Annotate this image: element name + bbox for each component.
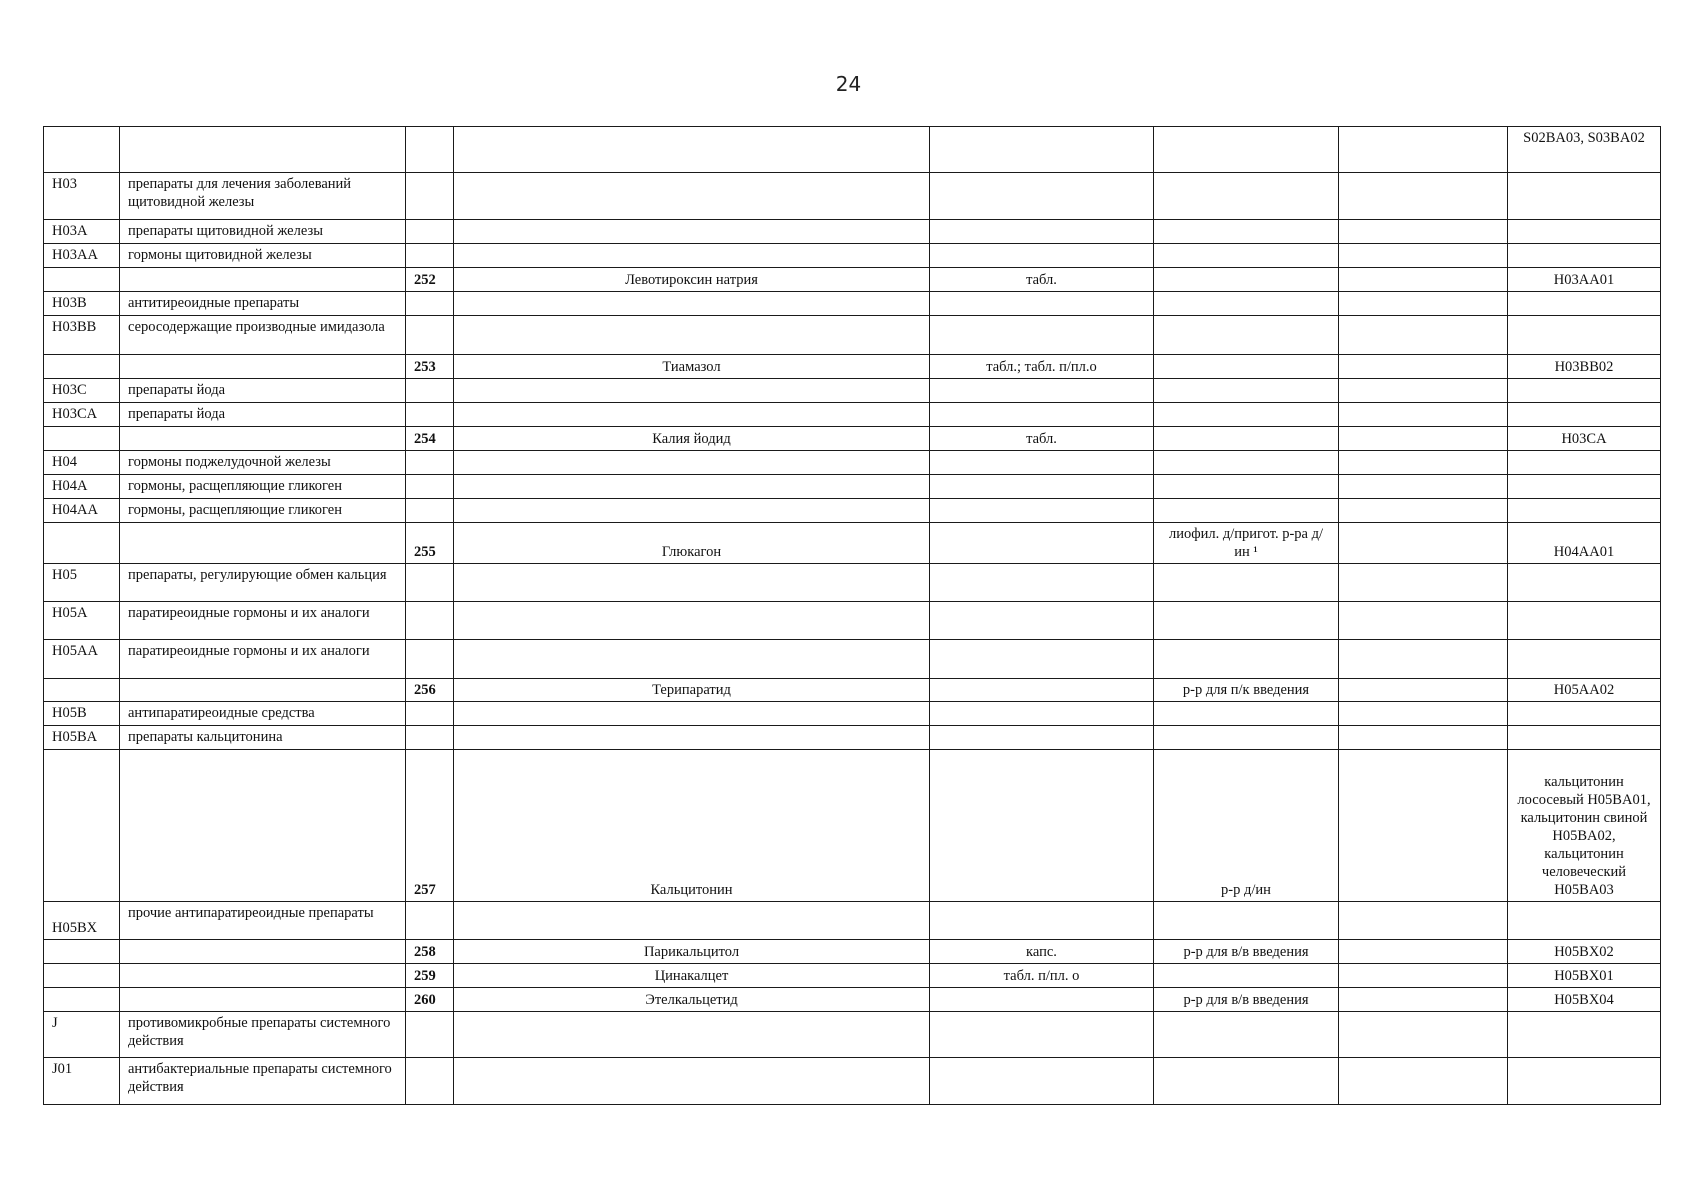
cell-form1 bbox=[930, 750, 1154, 902]
table-row bbox=[44, 940, 1661, 964]
cell-group: препараты йода bbox=[120, 403, 406, 427]
table-row bbox=[44, 679, 1661, 702]
cell-num bbox=[406, 127, 454, 173]
cell-code: H05BX bbox=[44, 902, 120, 940]
cell-num bbox=[406, 403, 454, 427]
cell-group: паратиреоидные гормоны и их аналоги bbox=[120, 640, 406, 679]
cell-group: гормоны, расщепляющие гликоген bbox=[120, 475, 406, 499]
cell-code bbox=[44, 964, 120, 988]
cell-group: антитиреоидные препараты bbox=[120, 292, 406, 316]
cell-group bbox=[120, 940, 406, 964]
cell-form1: табл.; табл. п/пл.о bbox=[930, 355, 1154, 379]
cell-name: Тиамазол bbox=[454, 355, 930, 379]
cell-group: противомикробные препараты системного действия bbox=[120, 1012, 406, 1058]
cell-atc bbox=[1508, 379, 1661, 403]
cell-name: Глюкагон bbox=[454, 523, 930, 564]
cell-num: 259 bbox=[406, 964, 454, 988]
cell-form1 bbox=[930, 220, 1154, 244]
cell-form2 bbox=[1154, 451, 1339, 475]
cell-num bbox=[406, 499, 454, 523]
cell-name bbox=[454, 292, 930, 316]
cell-form1 bbox=[930, 499, 1154, 523]
cell-form1: табл. bbox=[930, 427, 1154, 451]
cell-extra bbox=[1339, 1012, 1508, 1058]
cell-atc: H05BX01 bbox=[1508, 964, 1661, 988]
cell-form1 bbox=[930, 475, 1154, 499]
cell-name bbox=[454, 702, 930, 726]
cell-form2 bbox=[1154, 244, 1339, 268]
table-row bbox=[44, 523, 1661, 564]
cell-num bbox=[406, 640, 454, 679]
cell-code: H03A bbox=[44, 220, 120, 244]
cell-num bbox=[406, 316, 454, 355]
cell-atc: H05BX02 bbox=[1508, 940, 1661, 964]
cell-atc bbox=[1508, 451, 1661, 475]
cell-atc bbox=[1508, 1012, 1661, 1058]
cell-form1 bbox=[930, 679, 1154, 702]
cell-extra bbox=[1339, 726, 1508, 750]
cell-code: H05 bbox=[44, 564, 120, 602]
cell-code: H05AA bbox=[44, 640, 120, 679]
cell-atc: S02BA03, S03BA02 bbox=[1508, 127, 1661, 173]
cell-num bbox=[406, 244, 454, 268]
table-row bbox=[44, 988, 1661, 1012]
cell-group: препараты кальцитонина bbox=[120, 726, 406, 750]
cell-atc bbox=[1508, 292, 1661, 316]
cell-form2 bbox=[1154, 702, 1339, 726]
cell-code: H04A bbox=[44, 475, 120, 499]
cell-group: антипаратиреоидные средства bbox=[120, 702, 406, 726]
cell-name bbox=[454, 379, 930, 403]
cell-extra bbox=[1339, 292, 1508, 316]
cell-form1 bbox=[930, 564, 1154, 602]
cell-form1 bbox=[930, 726, 1154, 750]
table-row bbox=[44, 1012, 1661, 1058]
cell-form2 bbox=[1154, 964, 1339, 988]
cell-num bbox=[406, 173, 454, 220]
cell-name bbox=[454, 451, 930, 475]
cell-group: препараты щитовидной железы bbox=[120, 220, 406, 244]
cell-num bbox=[406, 379, 454, 403]
cell-extra bbox=[1339, 964, 1508, 988]
cell-extra bbox=[1339, 1058, 1508, 1105]
cell-num bbox=[406, 292, 454, 316]
table-row bbox=[44, 564, 1661, 602]
cell-extra bbox=[1339, 602, 1508, 640]
cell-name: Цинакалцет bbox=[454, 964, 930, 988]
cell-form2 bbox=[1154, 475, 1339, 499]
cell-num: 255 bbox=[406, 523, 454, 564]
cell-name: Парикальцитол bbox=[454, 940, 930, 964]
cell-num bbox=[406, 726, 454, 750]
cell-name bbox=[454, 640, 930, 679]
cell-extra bbox=[1339, 750, 1508, 902]
cell-group: антибактериальные препараты системного действия bbox=[120, 1058, 406, 1105]
cell-code: H03AA bbox=[44, 244, 120, 268]
cell-group: прочие антипаратиреоидные препараты bbox=[120, 902, 406, 940]
cell-group: гормоны, расщепляющие гликоген bbox=[120, 499, 406, 523]
cell-form1 bbox=[930, 702, 1154, 726]
cell-group: препараты для лечения заболеваний щитовидной железы bbox=[120, 173, 406, 220]
cell-name: Терипаратид bbox=[454, 679, 930, 702]
cell-num bbox=[406, 1012, 454, 1058]
cell-extra bbox=[1339, 451, 1508, 475]
table-row bbox=[44, 702, 1661, 726]
cell-form2 bbox=[1154, 173, 1339, 220]
cell-extra bbox=[1339, 355, 1508, 379]
cell-num: 254 bbox=[406, 427, 454, 451]
cell-code: H03B bbox=[44, 292, 120, 316]
cell-num bbox=[406, 220, 454, 244]
cell-code: H03C bbox=[44, 379, 120, 403]
cell-name bbox=[454, 475, 930, 499]
cell-name: Левотироксин натрия bbox=[454, 268, 930, 292]
cell-form2: р-р для в/в введения bbox=[1154, 988, 1339, 1012]
cell-extra bbox=[1339, 173, 1508, 220]
cell-name bbox=[454, 499, 930, 523]
cell-name: Этелкальцетид bbox=[454, 988, 930, 1012]
cell-atc bbox=[1508, 316, 1661, 355]
page-number: 24 bbox=[835, 72, 862, 96]
cell-form2 bbox=[1154, 268, 1339, 292]
cell-form2 bbox=[1154, 499, 1339, 523]
cell-code: H03CA bbox=[44, 403, 120, 427]
cell-form2 bbox=[1154, 427, 1339, 451]
cell-code: H05B bbox=[44, 702, 120, 726]
cell-form2 bbox=[1154, 602, 1339, 640]
cell-atc bbox=[1508, 726, 1661, 750]
table-row bbox=[44, 244, 1661, 268]
cell-form2: р-р для в/в введения bbox=[1154, 940, 1339, 964]
table-row bbox=[44, 902, 1661, 940]
cell-atc bbox=[1508, 220, 1661, 244]
cell-name bbox=[454, 173, 930, 220]
table-row bbox=[44, 268, 1661, 292]
cell-code bbox=[44, 940, 120, 964]
cell-atc: H03BB02 bbox=[1508, 355, 1661, 379]
cell-num bbox=[406, 702, 454, 726]
table-row bbox=[44, 355, 1661, 379]
cell-num bbox=[406, 451, 454, 475]
cell-name bbox=[454, 127, 930, 173]
cell-form1: табл. bbox=[930, 268, 1154, 292]
cell-group: паратиреоидные гормоны и их аналоги bbox=[120, 602, 406, 640]
cell-form1 bbox=[930, 1058, 1154, 1105]
cell-code: J bbox=[44, 1012, 120, 1058]
cell-extra bbox=[1339, 679, 1508, 702]
cell-code: H05A bbox=[44, 602, 120, 640]
table-row bbox=[44, 220, 1661, 244]
cell-group: препараты, регулирующие обмен кальция bbox=[120, 564, 406, 602]
table-row bbox=[44, 316, 1661, 355]
table-row bbox=[44, 292, 1661, 316]
cell-form1 bbox=[930, 902, 1154, 940]
cell-form1 bbox=[930, 379, 1154, 403]
drug-list-table bbox=[43, 126, 1661, 1105]
cell-atc bbox=[1508, 244, 1661, 268]
table-row bbox=[44, 427, 1661, 451]
table-row bbox=[44, 451, 1661, 475]
cell-extra bbox=[1339, 268, 1508, 292]
cell-extra bbox=[1339, 640, 1508, 679]
cell-name: Калия йодид bbox=[454, 427, 930, 451]
cell-form1 bbox=[930, 1012, 1154, 1058]
cell-extra bbox=[1339, 403, 1508, 427]
cell-name bbox=[454, 902, 930, 940]
cell-atc: H05AA02 bbox=[1508, 679, 1661, 702]
cell-atc bbox=[1508, 702, 1661, 726]
cell-extra bbox=[1339, 564, 1508, 602]
cell-extra bbox=[1339, 499, 1508, 523]
cell-num: 252 bbox=[406, 268, 454, 292]
table-row bbox=[44, 379, 1661, 403]
table-row bbox=[44, 726, 1661, 750]
cell-group bbox=[120, 127, 406, 173]
cell-num: 258 bbox=[406, 940, 454, 964]
cell-atc: H04AA01 bbox=[1508, 523, 1661, 564]
cell-name bbox=[454, 1058, 930, 1105]
table-row bbox=[44, 499, 1661, 523]
table-row bbox=[44, 750, 1661, 902]
table-row bbox=[44, 475, 1661, 499]
cell-form2 bbox=[1154, 1012, 1339, 1058]
cell-form2 bbox=[1154, 316, 1339, 355]
table-row bbox=[44, 403, 1661, 427]
cell-atc bbox=[1508, 640, 1661, 679]
table-row bbox=[44, 964, 1661, 988]
cell-extra bbox=[1339, 127, 1508, 173]
table-body bbox=[44, 127, 1661, 1105]
cell-form2 bbox=[1154, 564, 1339, 602]
cell-group bbox=[120, 679, 406, 702]
cell-extra bbox=[1339, 702, 1508, 726]
cell-form2 bbox=[1154, 220, 1339, 244]
cell-code bbox=[44, 355, 120, 379]
cell-form1 bbox=[930, 127, 1154, 173]
cell-code: H03BB bbox=[44, 316, 120, 355]
cell-extra bbox=[1339, 940, 1508, 964]
cell-num bbox=[406, 902, 454, 940]
cell-form2 bbox=[1154, 902, 1339, 940]
cell-num: 253 bbox=[406, 355, 454, 379]
cell-form1 bbox=[930, 292, 1154, 316]
cell-num bbox=[406, 1058, 454, 1105]
cell-code bbox=[44, 427, 120, 451]
cell-group: гормоны поджелудочной железы bbox=[120, 451, 406, 475]
cell-form2 bbox=[1154, 726, 1339, 750]
table-row bbox=[44, 602, 1661, 640]
table-row bbox=[44, 127, 1661, 173]
cell-form1 bbox=[930, 451, 1154, 475]
cell-name bbox=[454, 220, 930, 244]
cell-num bbox=[406, 564, 454, 602]
cell-group bbox=[120, 355, 406, 379]
cell-form2: р-р д/ин bbox=[1154, 750, 1339, 902]
cell-form1 bbox=[930, 988, 1154, 1012]
cell-atc bbox=[1508, 564, 1661, 602]
cell-atc bbox=[1508, 1058, 1661, 1105]
table-row bbox=[44, 1058, 1661, 1105]
table-row bbox=[44, 173, 1661, 220]
cell-num: 257 bbox=[406, 750, 454, 902]
cell-atc bbox=[1508, 403, 1661, 427]
cell-name bbox=[454, 403, 930, 427]
cell-group bbox=[120, 523, 406, 564]
cell-form2 bbox=[1154, 292, 1339, 316]
cell-group: препараты йода bbox=[120, 379, 406, 403]
cell-group bbox=[120, 268, 406, 292]
cell-name: Кальцитонин bbox=[454, 750, 930, 902]
cell-extra bbox=[1339, 220, 1508, 244]
cell-form2: р-р для п/к введения bbox=[1154, 679, 1339, 702]
cell-atc: H03CA bbox=[1508, 427, 1661, 451]
cell-num: 260 bbox=[406, 988, 454, 1012]
cell-num bbox=[406, 602, 454, 640]
cell-form1 bbox=[930, 602, 1154, 640]
cell-code: H03 bbox=[44, 173, 120, 220]
cell-form2: лиофил. д/пригот. р-ра д/ин ¹ bbox=[1154, 523, 1339, 564]
cell-atc: H05BX04 bbox=[1508, 988, 1661, 1012]
cell-num bbox=[406, 475, 454, 499]
cell-code: H05BA bbox=[44, 726, 120, 750]
cell-extra bbox=[1339, 379, 1508, 403]
cell-extra bbox=[1339, 523, 1508, 564]
cell-extra bbox=[1339, 427, 1508, 451]
cell-name bbox=[454, 1012, 930, 1058]
cell-form1 bbox=[930, 244, 1154, 268]
cell-code bbox=[44, 268, 120, 292]
cell-extra bbox=[1339, 244, 1508, 268]
cell-form2 bbox=[1154, 1058, 1339, 1105]
cell-form2 bbox=[1154, 127, 1339, 173]
cell-atc bbox=[1508, 602, 1661, 640]
cell-extra bbox=[1339, 316, 1508, 355]
cell-code: H04AA bbox=[44, 499, 120, 523]
cell-num: 256 bbox=[406, 679, 454, 702]
cell-atc bbox=[1508, 499, 1661, 523]
cell-form1: табл. п/пл. о bbox=[930, 964, 1154, 988]
cell-group bbox=[120, 964, 406, 988]
cell-form1 bbox=[930, 316, 1154, 355]
cell-atc: H03AA01 bbox=[1508, 268, 1661, 292]
cell-form2 bbox=[1154, 640, 1339, 679]
cell-extra bbox=[1339, 988, 1508, 1012]
cell-name bbox=[454, 564, 930, 602]
cell-code: J01 bbox=[44, 1058, 120, 1105]
cell-group bbox=[120, 427, 406, 451]
cell-atc bbox=[1508, 902, 1661, 940]
table-row bbox=[44, 640, 1661, 679]
cell-name bbox=[454, 316, 930, 355]
cell-form2 bbox=[1154, 355, 1339, 379]
cell-code bbox=[44, 127, 120, 173]
cell-form1: капс. bbox=[930, 940, 1154, 964]
cell-atc bbox=[1508, 173, 1661, 220]
cell-group bbox=[120, 750, 406, 902]
cell-extra bbox=[1339, 902, 1508, 940]
cell-code bbox=[44, 988, 120, 1012]
cell-name bbox=[454, 726, 930, 750]
cell-code: H04 bbox=[44, 451, 120, 475]
cell-code bbox=[44, 679, 120, 702]
cell-form2 bbox=[1154, 379, 1339, 403]
cell-form1 bbox=[930, 173, 1154, 220]
cell-form1 bbox=[930, 403, 1154, 427]
cell-name bbox=[454, 244, 930, 268]
cell-name bbox=[454, 602, 930, 640]
cell-code bbox=[44, 750, 120, 902]
cell-form1 bbox=[930, 523, 1154, 564]
cell-extra bbox=[1339, 475, 1508, 499]
cell-atc bbox=[1508, 475, 1661, 499]
cell-group: гормоны щитовидной железы bbox=[120, 244, 406, 268]
cell-code bbox=[44, 523, 120, 564]
cell-atc: кальцитонин лососевый H05BA01, кальцитонин свиной H05BA02, кальцитонин человеческий H05BA03 bbox=[1508, 750, 1661, 902]
cell-form1 bbox=[930, 640, 1154, 679]
cell-form2 bbox=[1154, 403, 1339, 427]
cell-group bbox=[120, 988, 406, 1012]
cell-group: серосодержащие производные имидазола bbox=[120, 316, 406, 355]
